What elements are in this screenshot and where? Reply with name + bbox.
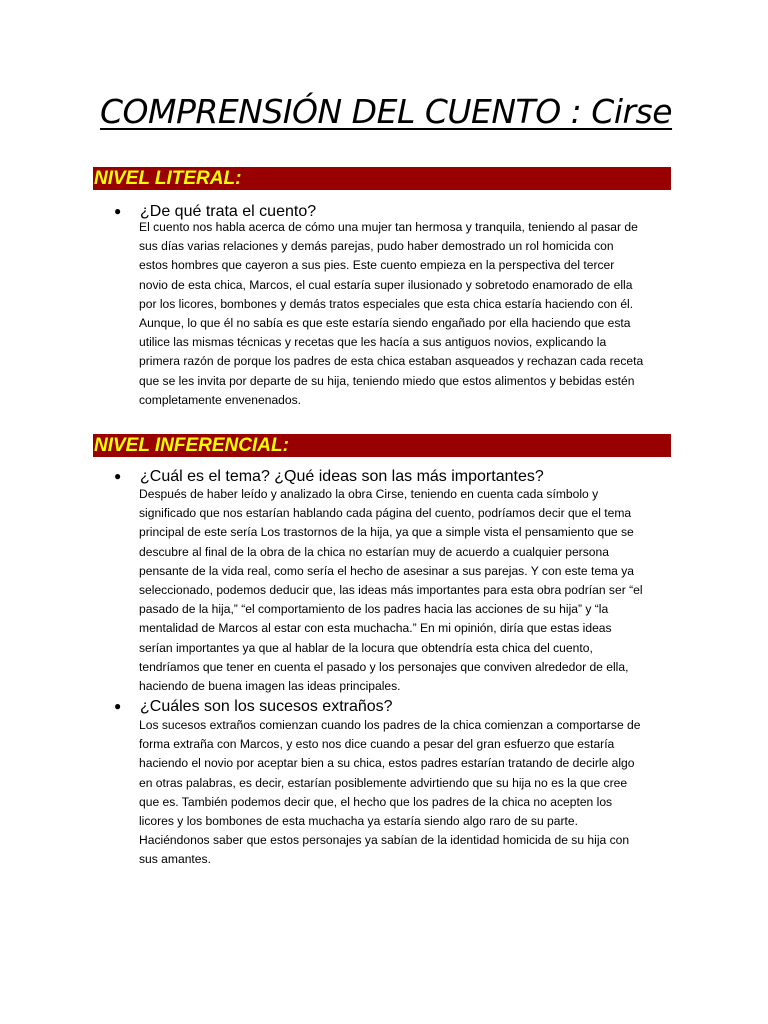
answer-paragraph: [139, 716, 679, 870]
question-text: ¿Cuáles son los sucesos extraños?: [140, 698, 393, 715]
answer-line: estos hombres que cayeron a sus pies. Este cuento empieza en la perspectiva del tercer: [139, 258, 615, 273]
answer-line: principal de este sería Los trastornos de la hija, ya que a simple vista el pensamiento que se: [139, 525, 634, 540]
answer-line: mentalidad de Marcos al estar con esta muchacha.” En mi opinión, diría que estas ideas: [139, 621, 612, 636]
section-header-label: NIVEL LITERAL:: [94, 168, 242, 189]
bullet-icon: ●: [114, 699, 122, 713]
question-text: ¿Cuál es el tema? ¿Qué ideas son las más importantes?: [140, 468, 544, 485]
page-title: COMPRENSIÓN DEL CUENTO : Cirse: [100, 92, 673, 131]
bullet-icon: ●: [114, 204, 122, 218]
answer-line: Después de haber leído y analizado la obra Cirse, teniendo en cuenta cada símbolo y: [139, 487, 599, 501]
answer-line: Haciéndonos saber que estos personajes ya sabían de la identidad homicida de su hija con: [139, 833, 630, 848]
answer-line: novio de esta chica, Marcos, el cual estaría super ilusionado y sobretodo enamorado de ella: [139, 277, 633, 292]
answer-line: licores y los bombones de esta muchacha ya estaría siendo algo raro de su parte.: [139, 814, 578, 829]
answer-line: haciendo de buena imagen las ideas principales.: [139, 679, 401, 694]
question-item: [114, 466, 674, 487]
bullet-icon: ●: [114, 469, 122, 483]
answer-line: seleccionado, podemos deducir que, las ideas más importantes para esta obra podrían ser “el: [139, 583, 643, 598]
answer-line: descubre al final de la obra de la chica no estarían muy de acuerdo a cualquier persona: [139, 544, 609, 559]
section-header-literal: [93, 167, 671, 190]
answer-line: El cuento nos habla acerca de cómo una mujer tan hermosa y tranquila, teniendo al pasar de: [139, 220, 638, 234]
answer-line: pensante de la vida real, como sería el hecho de asesinar a sus parejas. Y con este tema ya: [139, 563, 635, 578]
answer-line: forma extraña con Marcos, y esto nos dice cuando a pesar del gran esfuerzo que estaría: [139, 737, 615, 752]
answer-line: significado que nos estarían hablando cada página del cuento, podríamos decir que el tema: [139, 506, 632, 521]
answer-line: tendríamos que tener en cuenta el pasado y los personajes que conviven alrededor de ella,: [139, 659, 629, 674]
answer-line: en otras palabras, es decir, estarían posiblemente advirtiendo que su hija no es la que cree: [139, 775, 628, 790]
answer-line: que es. También podemos decir que, el hecho que los padres de la chica no acepten los: [139, 794, 613, 809]
answer-line: haciendo el novio por aceptar bien a su chica, estos padres estarían tratando de decirle algo: [139, 756, 635, 771]
answer-line: Aunque, lo que él no sabía es que este estaría siendo engañado por ella haciendo que esta: [139, 316, 631, 331]
answer-line: Los sucesos extraños comienzan cuando los padres de la chica comienzan a comportarse de: [139, 718, 641, 732]
question-text: ¿De qué trata el cuento?: [140, 203, 317, 220]
section-header-inferencial: [93, 434, 671, 457]
answer-line: completamente envenenados.: [139, 392, 302, 407]
answer-line: primera razón de porque los padres de esta chica estaban asqueados y rechazan cada receta: [139, 354, 644, 369]
section-header-label: NIVEL INFERENCIAL:: [94, 435, 289, 456]
answer-paragraph: [139, 485, 679, 696]
answer-line: serían importantes ya que al hablar de la locura que obtendría esta chica del cuento,: [139, 640, 593, 655]
answer-line: que se les invita por departe de su hija, teniendo miedo que estos alimentos y bebidas estén: [139, 373, 635, 388]
answer-paragraph: [139, 218, 679, 410]
answer-line: pasado de la hija,” “el comportamiento de los padres hacia las acciones de su hija” y “la: [139, 602, 609, 617]
answer-line: por los licores, bombones y demás tratos especiales que esta chica estaría haciendo con él.: [139, 296, 634, 311]
answer-line: sus amantes.: [139, 852, 211, 867]
answer-line: sus días varias relaciones y demás parejas, pudo haber demostrado un rol homicida con: [139, 239, 614, 254]
answer-line: utilice las mismas técnicas y recetas que les hacía a sus antiguos novios, explicando la: [139, 335, 607, 350]
question-item: [114, 696, 674, 717]
